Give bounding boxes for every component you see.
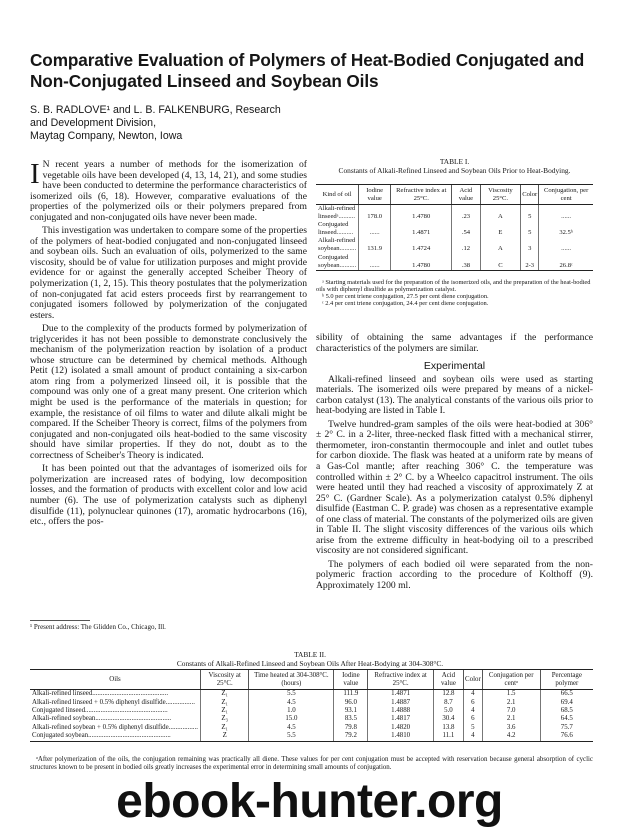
paragraph-3: Due to the complexity of the products formed by polymerization of triglycerides it has not been possible to demonstrate conclusively the mechanism of the polymerization reaction by isolation of a product whose structure can be determined by chemical methods. Although Petit (12) isolated a small amount of product containing a six-carbon atom ring from a polymerized linseed oil, it is possible that the compound was only one of a great many present. One criterion which might be used is the performance of the materials in question; for example, the resistance of oil films to water and dilute alkali might be compared. If the Scheiber Theory is correct, films of the polymers from conjugated and non-conjugated oils heat-bodied to the same viscosity should have similar properties. If they do not, doubt as to the correctness of Scheiber's Theory is indicated. [30, 323, 307, 461]
table2-cell: 4 [464, 690, 483, 699]
table2-cell: 64.5 [540, 715, 593, 723]
table1-cell: ...... [539, 245, 593, 253]
table1-cell: A [480, 245, 521, 253]
footnote-rule [30, 620, 90, 621]
table1-cell [452, 221, 480, 229]
table2-cell: 4 [464, 732, 483, 741]
table2-cell: 69.4 [540, 699, 593, 707]
table1-cell [480, 221, 521, 229]
experimental-paragraph-1: Alkali-refined linseed and soybean oils were used as starting materials. The isomerized oils were prepared by means of a nickel-carbon catalyst (13). The analytical constants of the various oils prior to heat-bodying are listed in Table I. [316, 373, 593, 417]
table1-cell [539, 221, 593, 229]
table1-cell [452, 237, 480, 245]
paragraph-4: It has been pointed out that the advantages of isomerized oils for polymerization are increased rates of bodying, low decomposition losses, and the formation of products with excellent color and low acid number (6). The use of polymerization catalysts such as diphenyl disulfide (11), polynuclear quinones (17), aromatic hydrocarbons (16), etc., offers the pos- [30, 463, 307, 528]
table1-cell: Conjugated [318, 221, 349, 229]
table2-cell: 5.5 [249, 690, 334, 699]
footnote-text: ¹ Present address: The Glidden Co., Chicago, Ill. [30, 623, 166, 631]
table1-cell: C [480, 262, 521, 271]
table2-cell: Alkali-refined linseed + 0.5% diphenyl disulfide................. [32, 698, 195, 706]
table1-cell [521, 237, 539, 245]
table1-row [316, 237, 593, 245]
table1-cell: Conjugated [318, 253, 349, 261]
table2-cell: 75.7 [540, 724, 593, 732]
table2-cell: 5 [464, 724, 483, 732]
table1-body [316, 205, 593, 271]
table2-cell: 1.4820 [368, 724, 433, 732]
table2-cell: Z₁ [200, 699, 248, 707]
table1-cell [539, 205, 593, 214]
table1-cell: .23 [452, 213, 480, 221]
table1-header-row [316, 185, 593, 205]
table2-cell: 83.5 [334, 715, 368, 723]
table2-row [30, 724, 593, 732]
table1-cell: 1.4780 [391, 213, 452, 221]
author-affiliation [30, 104, 330, 143]
table1-cell: .12 [452, 245, 480, 253]
table1-cell: 178.0 [359, 213, 391, 221]
table2-cell: 12.8 [433, 690, 463, 699]
table1-cell [480, 237, 521, 245]
table1-cell: linseed.......... [318, 229, 354, 237]
right-column [316, 333, 593, 592]
left-column [30, 160, 307, 528]
continued-paragraph: sibility of obtaining the same advantages if the performance characteristics of the polymers are similar. [316, 332, 593, 354]
table2-cell: 4 [464, 707, 483, 715]
table2-cell: 3.6 [482, 724, 540, 732]
table1-row [316, 254, 593, 262]
table2-cell: 1.4871 [368, 690, 433, 699]
table1-row [316, 221, 593, 229]
table2-cell: Z₁ [200, 707, 248, 715]
table1-cell [539, 254, 593, 262]
table1-header-cell: Kind of oil [316, 185, 359, 205]
table1-cell: ...... [539, 213, 593, 221]
table2-cell: Z₁ [200, 724, 248, 732]
table1-row [316, 205, 593, 214]
table2-row [30, 715, 593, 723]
table2-cell: Z [200, 732, 248, 741]
table1-cell: 26.8ᶜ [539, 262, 593, 271]
table2-cell: Alkali-refined linseed............................................ [32, 690, 169, 698]
table2-cell: 11.1 [433, 732, 463, 741]
table1-header-cell: Conjugation, per cent [539, 185, 593, 205]
table2-cell: 2.1 [482, 699, 540, 707]
table1-cell: Alkali-refined [318, 205, 356, 212]
table2-cell: 2.1 [482, 715, 540, 723]
table1-label: TABLE I. [439, 157, 470, 166]
table1-cell [452, 205, 480, 214]
table1-cell [521, 254, 539, 262]
table1-cell [391, 237, 452, 245]
table2-caption-block [30, 650, 590, 668]
table1-cell: 1.4871 [391, 229, 452, 237]
table1-cell: ...... [359, 262, 391, 271]
table2-header-cell: Color [464, 670, 483, 690]
section-heading-experimental: Experimental [423, 360, 486, 373]
table1-cell [539, 237, 593, 245]
table2-cell: 66.5 [540, 690, 593, 699]
table2-cell: 79.8 [334, 724, 368, 732]
table1-cell [521, 205, 539, 214]
table2-label: TABLE II. [294, 650, 326, 659]
table1-cell: A [480, 213, 521, 221]
table1-cell [480, 205, 521, 214]
intro-paragraph [30, 160, 307, 223]
table2-cell: 30.4 [433, 715, 463, 723]
watermark-logo: ebook-hunter.org [116, 775, 503, 828]
table2-header-row [30, 670, 593, 690]
table2-header-cell: Time heated at 304-308°C. (hours) [249, 670, 334, 690]
table2-header-cell: Viscosity at 25°C. [200, 670, 248, 690]
table1-header-cell: Refractive index at 25°C. [391, 185, 452, 205]
table1-cell [391, 221, 452, 229]
table1-row [316, 262, 593, 271]
table2-cell: Conjugated soybean................................................ [30, 732, 200, 741]
table2-header-cell: Refractive index at 25°C. [368, 670, 433, 690]
table2-cell: 1.4817 [368, 715, 433, 723]
author-line-1: S. B. RADLOVE¹ and L. B. FALKENBURG, Research [30, 104, 281, 116]
table1-header-cell: Iodine value [359, 185, 391, 205]
table1-header-cell: Color [521, 185, 539, 205]
table1-cell: Alkali-refined [318, 237, 356, 245]
table2-cell: 8.7 [433, 699, 463, 707]
table1-cell [521, 221, 539, 229]
table1-cell: 5 [521, 213, 539, 221]
table1-cell [391, 254, 452, 262]
table2-row [30, 732, 593, 741]
table1-cell: soybean.......... [316, 262, 359, 271]
table1-note-c: ᶜ 2.4 per cent triene conjugation, 24.4 per cent diene conjugation. [322, 300, 489, 307]
table1-caption: Constants of Alkali-Refined Linseed and Soybean Oils Prior to Heat-Bodying. [338, 166, 571, 175]
table1-cell: 2-3 [521, 262, 539, 271]
table2-cell: Conjugated linseed................................................ [32, 707, 168, 714]
table2-body [30, 690, 593, 741]
table1-cell: 1.4724 [391, 245, 452, 253]
table1-row [316, 245, 593, 253]
table2-header-cell: Percentage polymer [540, 670, 593, 690]
table1-row [316, 229, 593, 237]
table2-cell: Z₃ [200, 715, 248, 723]
table2-cell: 6 [464, 699, 483, 707]
table2-cell: 76.6 [540, 732, 593, 741]
table2-cell: 4.2 [482, 732, 540, 741]
table1-cell [359, 205, 391, 214]
footnote [30, 620, 307, 631]
table2-cell: 111.9 [334, 690, 368, 699]
author-line-2: and Development Division, [30, 117, 157, 129]
table1-caption-block [316, 157, 593, 175]
table2 [30, 669, 593, 742]
table1-cell: ...... [359, 229, 391, 237]
article-title: Comparative Evaluation of Polymers of Heat-Bodied Conjugated and Non-Conjugated Linseed and Soybean Oils [30, 50, 585, 91]
table2-cell: 5.0 [433, 707, 463, 715]
table2-cell: 4.5 [249, 699, 334, 707]
table1-cell: .54 [452, 229, 480, 237]
table2-cell: 4.5 [249, 724, 334, 732]
table2-cell: 93.1 [334, 707, 368, 715]
author-line-3: Maytag Company, Newton, Iowa [30, 130, 183, 142]
table2-cell: 5.5 [249, 732, 334, 741]
table2-cell: 7.0 [482, 707, 540, 715]
table2-note: ᵃAfter polymerization of the oils, the conjugation remaining was practically all diene. These values for per cent conjugation must be accepted with reservation because general absorption of cyclic structures known to be present in bodied oils greatly increases the experimental error in determining small amounts of conjugation. [30, 756, 593, 771]
table2-header-cell: Acid value [433, 670, 463, 690]
table1-cell [359, 254, 391, 262]
experimental-paragraph-2: Twelve hundred-gram samples of the oils were heat-bodied at 306° ± 2° C. in a 2-liter, three-necked flask fitted with a mechanical stirrer, thermometer, iron-constantin thermocouple and inlet and outlet tubes for carbon dioxide. The flask was heated at a uniform rate by means of a Gas-Col mantle; after reaching 306° C. the temperature was controlled within ± 2° C. by a Wheelco capacitrol instrument. The oils were heated until they had reached a viscosity of approximately Z at 25° C. (Gardner Scale). As a polymerization catalyst 0.5% diphenyl disulfide (Eastman C. P. grade) was chosen as a representative example of one class of material. The constants of the polymerized oils are given in Table II. The slight viscosity differences of the various oils which arise from the extreme difficulty in heat-bodying oil to a prescribed viscosity are not considered significant. [316, 418, 593, 557]
table1-notes [316, 279, 593, 307]
table1-cell: 5 [521, 229, 539, 237]
table1-cell [391, 205, 452, 214]
table2-cell: 1.0 [249, 707, 334, 715]
table1-cell: 131.9 [359, 245, 391, 253]
table2-header-cell: Oils [30, 670, 200, 690]
table2-cell: 15.0 [249, 715, 334, 723]
table2-row [30, 707, 593, 715]
table2-cell: 1.4887 [368, 699, 433, 707]
table2-cell: 1.5 [482, 690, 540, 699]
table2-row [30, 699, 593, 707]
table1-header-cell: Viscosity 25°C. [480, 185, 521, 205]
table2-cell: Alkali-refined soybean + 0.5% diphenyl disulfide................. [32, 723, 198, 731]
table2-cell: 13.8 [433, 724, 463, 732]
table2-cell: Alkali-refined soybean............................................ [32, 715, 172, 723]
table2-row [30, 690, 593, 699]
table1 [316, 184, 593, 271]
experimental-paragraph-3: The polymers of each bodied oil were separated from the non-polymeric fraction according to the procedure of Kolthoff (9). Approximately 1200 ml. [316, 558, 593, 592]
paragraph-2: This investigation was undertaken to compare some of the properties of the polymers of heat-bodied conjugated and non-conjugated linseed and soybean oils. Such an evaluation of oils, polymerized to the same viscosity, should be of value for utilization purposes and might provide evidence for or against the generally accepted Scheiber Theory of polymerization (1, 2, 15). This theory postulates that the polymerization of non-conjugated fat acid esters proceeds first by rearrangement to conjugated isomers followed by polymerization of the conjugated esters. [30, 225, 307, 321]
table2-cell: 68.5 [540, 707, 593, 715]
table1-cell: .38 [452, 262, 480, 271]
table2-cell: 1.4888 [368, 707, 433, 715]
table2-cell: 96.0 [334, 699, 368, 707]
table1-cell: E [480, 229, 521, 237]
table1-cell: linseedᵃ.......... [318, 213, 355, 221]
table1-cell: 3 [521, 245, 539, 253]
table1-cell: 32.5ᵇ [539, 229, 593, 237]
table1-row [316, 213, 593, 221]
table1-cell: 1.4780 [391, 262, 452, 271]
table1-header-cell: Acid value [452, 185, 480, 205]
intro-text: N recent years a number of methods for the isomerization of vegetable oils have been developed (4, 13, 14, 21), and some studies have been conducted to determine the performance characteristics of isomerized oils (6, 18). However, comparative evaluations of the properties of the polymerized oils or their polymers prepared from conjugated and non-conjugated oils have never been made. [30, 159, 307, 223]
table1-cell [359, 221, 391, 229]
table1-note-b: ᵇ 5.0 per cent triene conjugation, 27.5 per cent diene conjugation. [322, 293, 489, 300]
table2-cell: Z₁ [200, 690, 248, 699]
table1-cell [359, 237, 391, 245]
table1-cell [480, 254, 521, 262]
table2-cell: 79.2 [334, 732, 368, 741]
drop-cap: I [30, 158, 40, 190]
table2-header-cell: Conjugation per centᵃ [482, 670, 540, 690]
table2-cell: 6 [464, 715, 483, 723]
table2-cell: 1.4810 [368, 732, 433, 741]
table2-caption: Constants of Alkali-Refined Linseed and Soybean Oils After Heat-Bodying at 304-308°C. [176, 659, 444, 668]
table1-cell [452, 254, 480, 262]
table1-cell: soybean.......... [318, 245, 357, 253]
table1-note-a: ᵃ Starting materials used for the preparation of the isomerized oils, and the preparation of the heat-bodied oils with diphenyl disulfide as polymerization catalyst. [316, 279, 591, 293]
table2-header-cell: Iodine value [334, 670, 368, 690]
